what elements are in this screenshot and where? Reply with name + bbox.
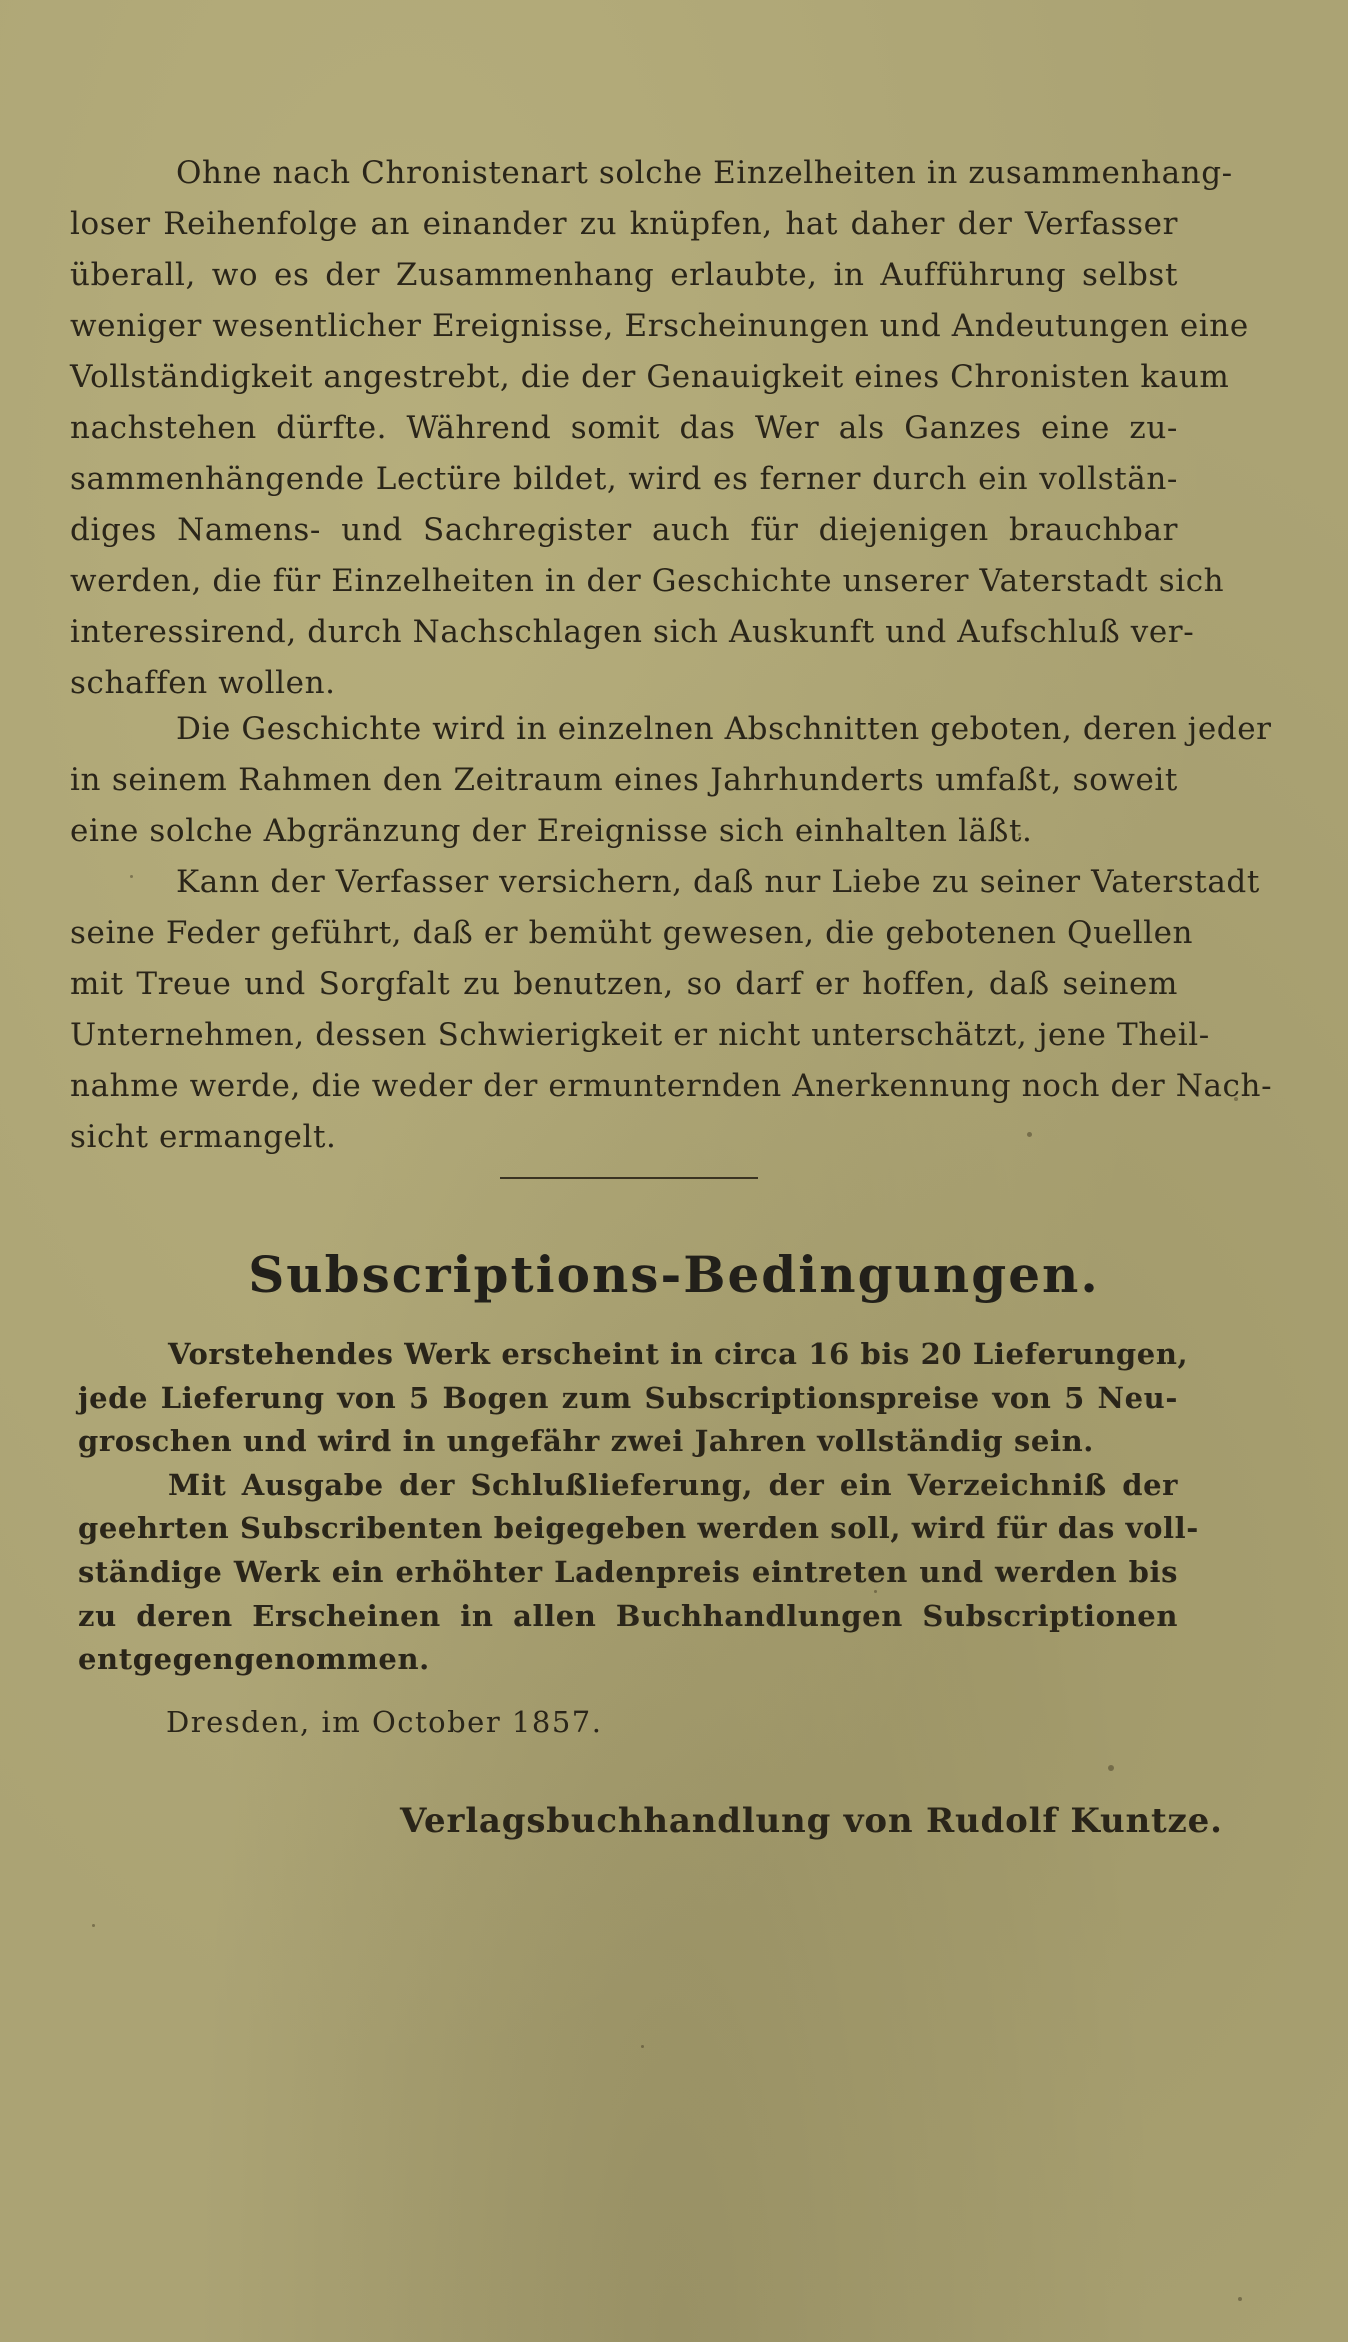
conditions-line: geehrten Subscribenten beigegeben werden soll, wird für das voll- — [78, 1511, 1199, 1546]
paragraph-line: mit Treue und Sorgfalt zu benutzen, so darf er hoffen, daß seinem — [70, 966, 1178, 1002]
intro-line: interessirend, durch Nachschlagen sich Auskunft und Aufschluß ver- — [70, 614, 1195, 650]
subscription-conditions-text — [78, 1333, 1199, 1682]
section-divider — [500, 1177, 758, 1179]
intro-line: werden, die für Einzelheiten in der Geschichte unserer Vaterstadt sich — [70, 563, 1225, 599]
paper-speck — [1238, 2297, 1242, 2301]
intro-line: schaffen wollen. — [70, 665, 336, 701]
paragraph-line: Kann der Verfasser versichern, daß nur Liebe zu seiner Vaterstadt — [176, 864, 1260, 900]
intro-line: loser Reihenfolge an einander zu knüpfen, hat daher der Verfasser — [70, 206, 1178, 242]
conditions-line: jede Lieferung von 5 Bogen zum Subscriptionspreise von 5 Neu- — [78, 1380, 1178, 1415]
intro-line: weniger wesentlicher Ereignisse, Erscheinungen und Andeutungen eine — [70, 308, 1249, 344]
subscription-conditions-title: Subscriptions-Bedingungen. — [248, 1245, 1100, 1304]
paragraph-line: Die Geschichte wird in einzelnen Abschnitten geboten, deren jeder — [176, 711, 1272, 747]
conditions-line: ständige Werk ein erhöhter Ladenpreis eintreten und werden bis — [78, 1554, 1178, 1589]
paragraph-line: eine solche Abgränzung der Ereignisse sich einhalten läßt. — [70, 813, 1033, 849]
author-assurance-paragraph — [70, 857, 1273, 1163]
paper-speck — [1108, 1765, 1114, 1771]
conditions-line: zu deren Erscheinen in allen Buchhandlungen Subscriptionen — [78, 1598, 1178, 1633]
intro-paragraph — [70, 148, 1249, 709]
paragraph-line: nahme werde, die weder der ermunternden Anerkennung noch der Nach- — [70, 1068, 1273, 1104]
intro-line: sammenhängende Lectüre bildet, wird es ferner durch ein vollstän- — [70, 461, 1178, 497]
intro-line: Ohne nach Chronistenart solche Einzelheiten in zusammenhang- — [176, 155, 1233, 191]
intro-line: Vollständigkeit angestrebt, die der Genauigkeit eines Chronisten kaum — [70, 359, 1230, 395]
paper-speck — [641, 2045, 644, 2048]
intro-line: nachstehen dürfte. Während somit das Wer als Ganzes eine zu- — [70, 410, 1178, 446]
conditions-line: Vorstehendes Werk erscheint in circa 16 bis 20 Lieferungen, — [168, 1337, 1189, 1371]
intro-line: diges Namens- und Sachregister auch für diejenigen brauchbar — [70, 512, 1178, 548]
publisher-signature: Verlagsbuchhandlung von Rudolf Kuntze. — [400, 1801, 1223, 1841]
paragraph-line: sicht ermangelt. — [70, 1119, 337, 1155]
intro-line: überall, wo es der Zusammenhang erlaubte, in Aufführung selbst — [70, 257, 1178, 293]
paragraph-line: in seinem Rahmen den Zeitraum eines Jahrhunderts umfaßt, soweit — [70, 762, 1178, 798]
history-sections-paragraph — [70, 704, 1272, 857]
paragraph-line: Unternehmen, dessen Schwierigkeit er nicht unterschätzt, jene Theil- — [70, 1017, 1210, 1053]
paragraph-line: seine Feder geführt, daß er bemüht gewesen, die gebotenen Quellen — [70, 915, 1194, 951]
conditions-line: Mit Ausgabe der Schlußlieferung, der ein Verzeichniß der — [168, 1467, 1178, 1502]
paper-speck — [92, 1924, 95, 1927]
dateline: Dresden, im October 1857. — [166, 1705, 603, 1739]
conditions-line: groschen und wird in ungefähr zwei Jahren vollständig sein. — [78, 1424, 1094, 1459]
conditions-line: entgegengenommen. — [78, 1642, 430, 1677]
